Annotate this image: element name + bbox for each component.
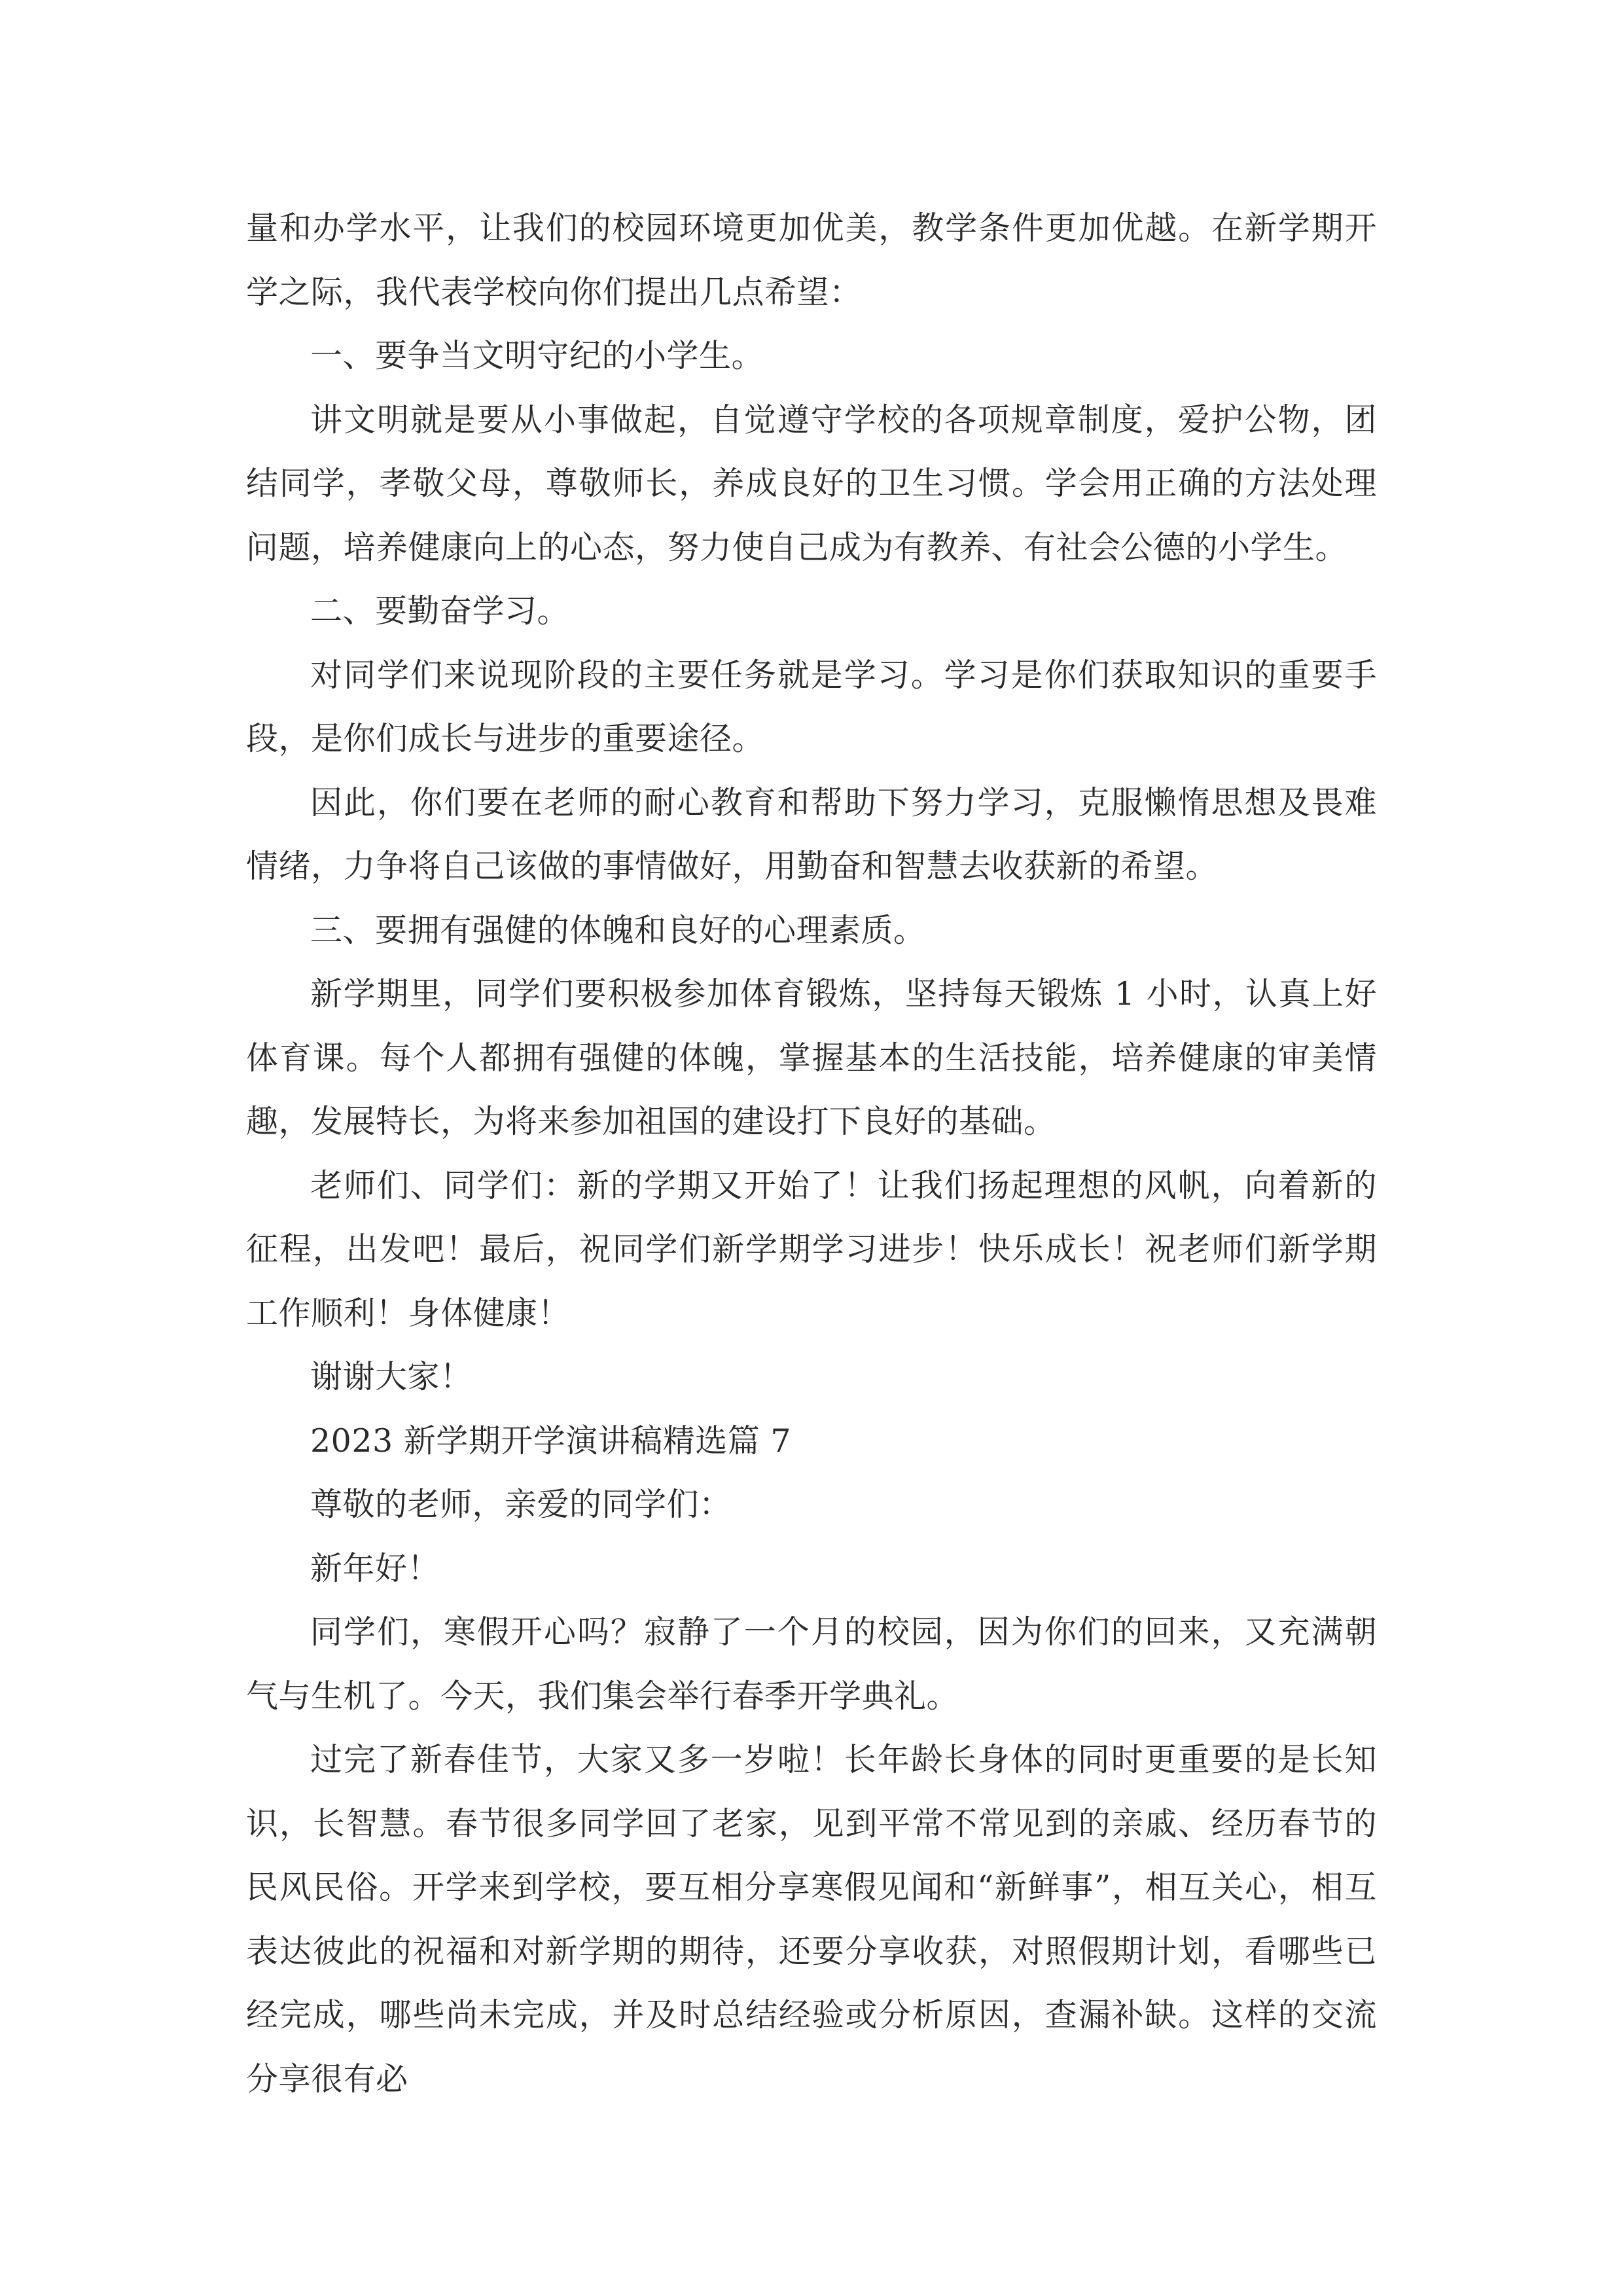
paragraph-continuation: 量和办学水平，让我们的校园环境更加优美，教学条件更加优越。在新学期开学之际，我代表学校向你们提出几点希望： xyxy=(246,209,1377,311)
paragraph-spring-festival: 过完了新春佳节，大家又多一岁啦！长年龄长身体的同时更重要的是长知识，长智慧。春节很多同学回了老家，见到平常不常见到的亲戚、经历春节的民风民俗。开学来到学校，要互相分享寒假见闻和“新鲜事”，相互关心，相互表达彼此的祝福和对新学期的期待，还要分享收获，对照假期计划，看哪些已经完成，哪些尚未完成，并及时总结经验或分析原因，查漏补缺。这样的交流分享很有必 xyxy=(246,1741,1377,2098)
salutation: 尊敬的老师，亲爱的同学们： xyxy=(310,1486,732,1523)
heading-civilized-discipline: 一、要争当文明守纪的小学生。 xyxy=(310,337,764,374)
paragraph-winter-break: 同学们，寒假开心吗？寂静了一个月的校园，因为你们的回来，又充满朝气与生机了。今天，我们集会举行春季开学典礼。 xyxy=(246,1613,1377,1715)
paragraph-exercise: 新学期里，同学们要积极参加体育锻炼，坚持每天锻炼 1 小时，认真上好体育课。每个人都拥有强健的体魄，掌握基本的生活技能，培养健康的审美情趣，发展特长，为将来参加祖国的建设打下良好的基础。 xyxy=(246,975,1377,1140)
paragraph-study-task: 对同学们来说现阶段的主要任务就是学习。学习是你们获取知识的重要手段，是你们成长与进步的重要途径。 xyxy=(246,656,1377,757)
heading-study-hard: 二、要勤奋学习。 xyxy=(310,592,570,630)
paragraph-closing-wishes: 老师们、同学们：新的学期又开始了！让我们扬起理想的风帆，向着新的征程，出发吧！最后，祝同学们新学期学习进步！快乐成长！祝老师们新学期工作顺利！身体健康！ xyxy=(246,1166,1377,1332)
section-title: 2023 新学期开学演讲稿精选篇 7 xyxy=(310,1422,792,1460)
paragraph-thanks: 谢谢大家！ xyxy=(310,1358,473,1395)
greeting: 新年好！ xyxy=(310,1549,440,1587)
paragraph-study-effort: 因此，你们要在老师的耐心教育和帮助下努力学习，克服懒惰思想及畏难情绪，力争将自己该做的事情做好，用勤奋和智慧去收获新的希望。 xyxy=(246,783,1377,885)
document-page xyxy=(246,196,1377,2111)
heading-health: 三、要拥有强健的体魄和良好的心理素质。 xyxy=(310,911,926,949)
paragraph-civility: 讲文明就是要从小事做起，自觉遵守学校的各项规章制度，爱护公物，团结同学，孝敬父母，尊敬师长，养成良好的卫生习惯。学会用正确的方法处理问题，培养健康向上的心态，努力使自己成为有教养、有社会公德的小学生。 xyxy=(246,401,1377,566)
